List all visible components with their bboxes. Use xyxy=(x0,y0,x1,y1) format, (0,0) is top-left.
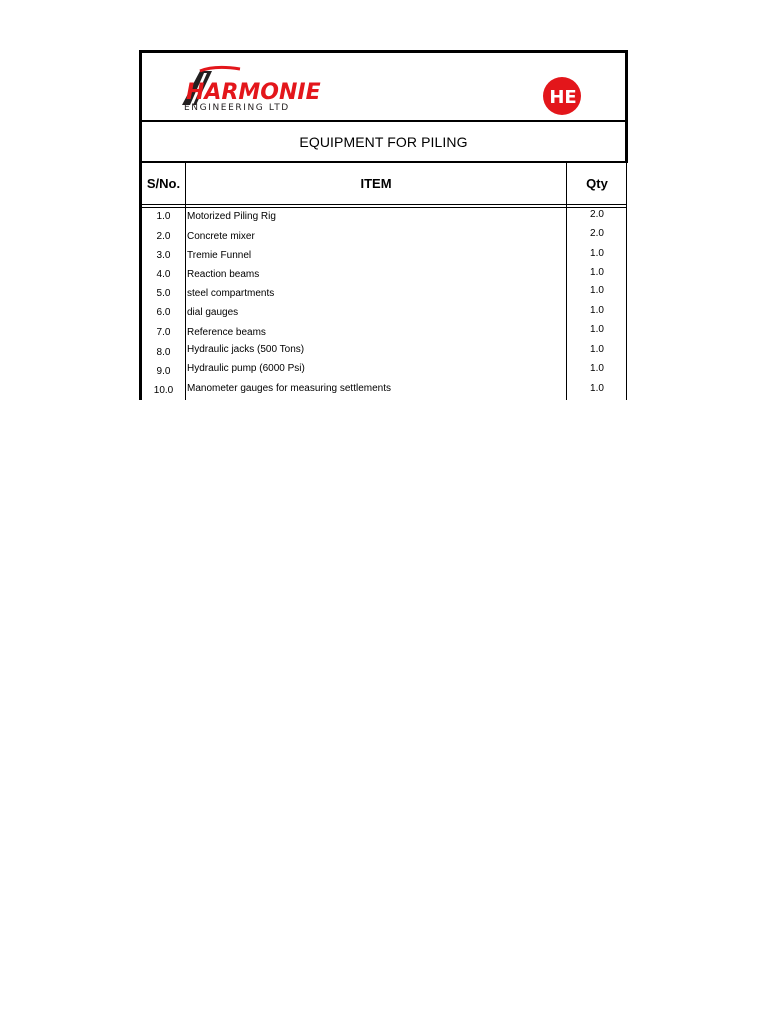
row-sno: 10.0 xyxy=(153,385,174,396)
title-row xyxy=(142,122,625,161)
row-sno: 5.0 xyxy=(156,288,171,299)
frame-right-border-header xyxy=(625,50,628,162)
row-sno: 3.0 xyxy=(156,250,171,261)
emblem-text: HE xyxy=(549,87,577,108)
row-item: Concrete mixer xyxy=(187,231,255,242)
header-double-rule-top xyxy=(142,204,627,205)
row-item: dial gauges xyxy=(187,307,239,318)
row-item: Reaction beams xyxy=(187,269,260,280)
row-item: steel compartments xyxy=(187,288,275,299)
row-sno: 9.0 xyxy=(156,366,171,377)
row-qty: 1.0 xyxy=(590,363,604,374)
row-sno: 4.0 xyxy=(156,269,171,280)
row-item: Hydraulic jacks (500 Tons) xyxy=(187,344,305,355)
row-qty: 2.0 xyxy=(590,228,604,239)
page-title: EQUIPMENT FOR PILING xyxy=(299,133,468,150)
row-qty: 1.0 xyxy=(590,267,604,278)
row-qty: 1.0 xyxy=(590,324,604,335)
row-qty: 1.0 xyxy=(590,383,604,394)
row-item: Tremie Funnel xyxy=(187,250,252,261)
row-qty: 1.0 xyxy=(590,305,604,316)
equipment-sheet xyxy=(139,50,628,400)
row-item: Reference beams xyxy=(187,327,266,338)
column-header-item: ITEM xyxy=(360,175,392,191)
row-qty: 1.0 xyxy=(590,344,604,355)
row-qty: 2.0 xyxy=(590,209,604,220)
company-name: HARMONIE xyxy=(186,80,321,105)
he-emblem-logo xyxy=(542,76,582,116)
row-sno: 6.0 xyxy=(156,307,171,318)
row-qty: 1.0 xyxy=(590,248,604,259)
row-item: Hydraulic pump (6000 Psi) xyxy=(187,363,305,374)
header-double-rule-bottom xyxy=(142,207,627,208)
row-item: Manometer gauges for measuring settlements xyxy=(187,383,391,394)
row-item: Motorized Piling Rig xyxy=(187,211,276,222)
harmonie-logo xyxy=(160,59,330,113)
column-divider-sno-item xyxy=(185,163,186,400)
column-header-qty: Qty xyxy=(586,175,608,191)
row-sno: 1.0 xyxy=(156,211,171,222)
row-sno: 8.0 xyxy=(156,347,171,358)
sheet-header xyxy=(142,53,625,121)
row-sno: 2.0 xyxy=(156,231,171,242)
company-subtitle: ENGINEERING LTD xyxy=(184,103,290,113)
column-header-sno: S/No. xyxy=(146,175,181,191)
row-sno: 7.0 xyxy=(156,327,171,338)
row-qty: 1.0 xyxy=(590,285,604,296)
